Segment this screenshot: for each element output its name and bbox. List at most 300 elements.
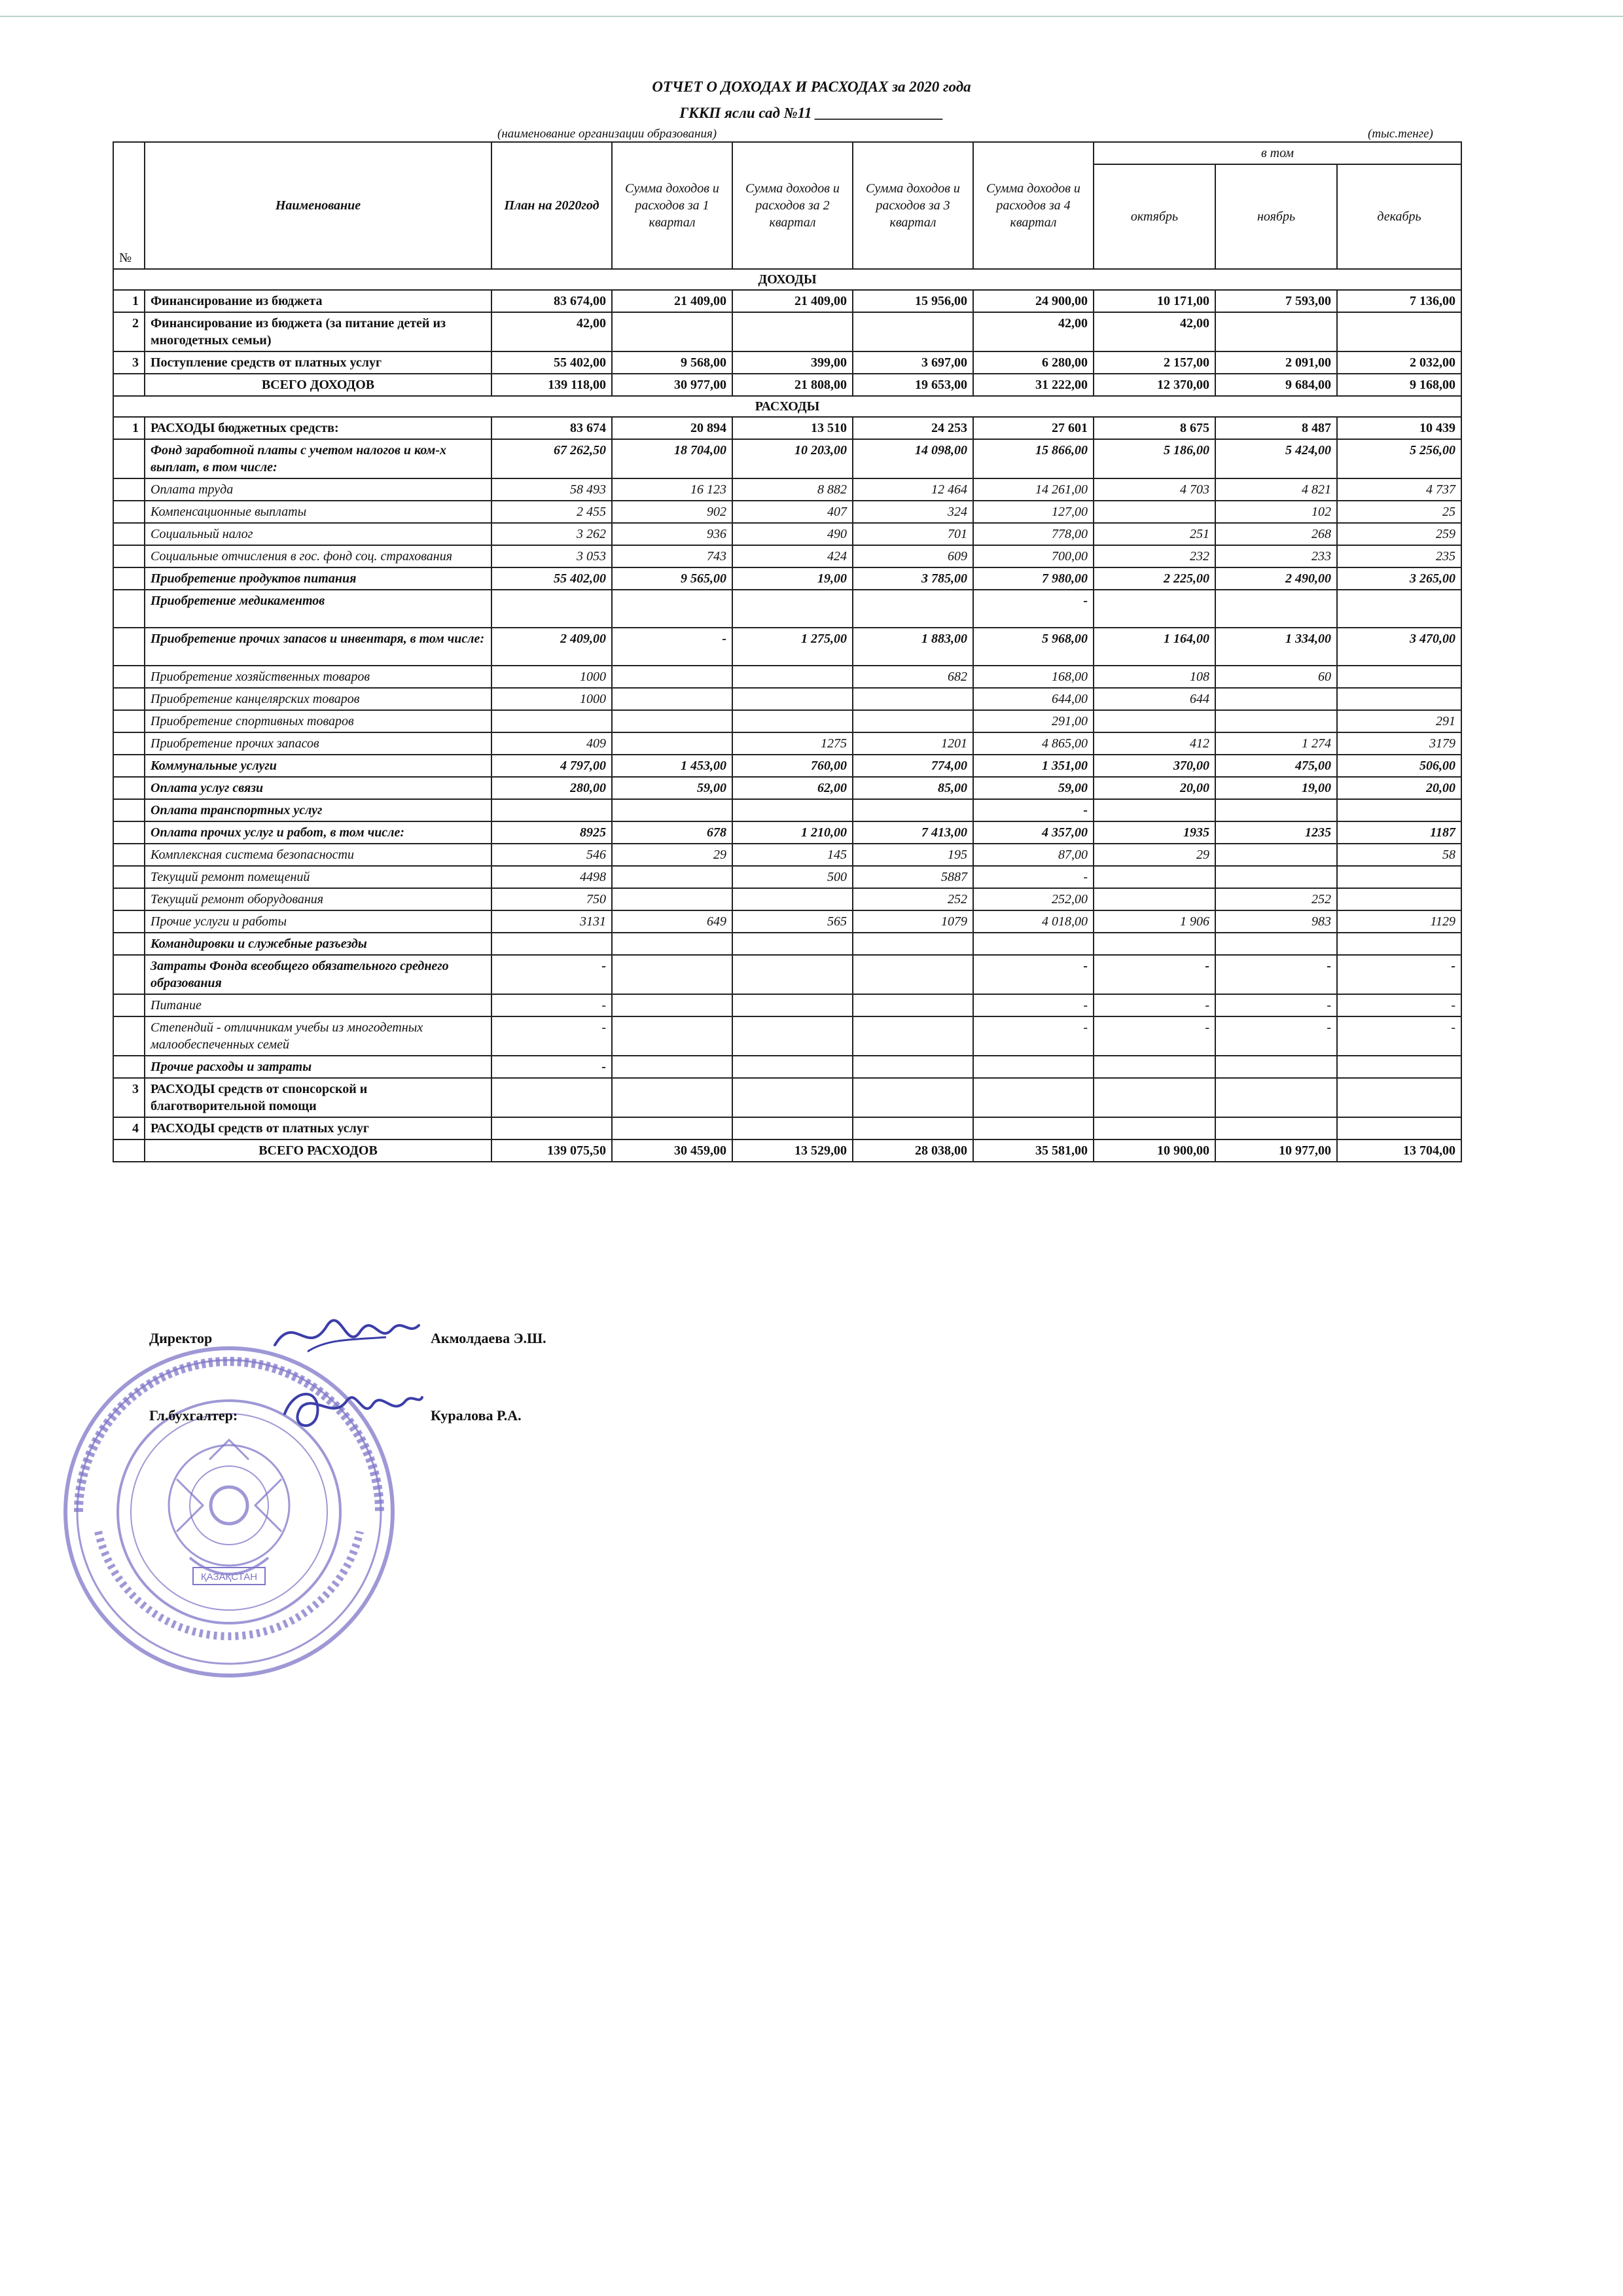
row-number	[113, 844, 145, 866]
col-dec-header: декабрь	[1337, 164, 1461, 269]
row-name: Коммунальные услуги	[145, 755, 491, 777]
income-row	[113, 312, 1461, 351]
cell-q2: 21 808,00	[732, 374, 853, 396]
cell-dec: 1187	[1337, 821, 1461, 844]
cell-q4: -	[973, 994, 1094, 1016]
cell-q4: -	[973, 799, 1094, 821]
row-number	[113, 523, 145, 545]
cell-dec: 506,00	[1337, 755, 1461, 777]
cell-q4: 4 018,00	[973, 910, 1094, 933]
cell-q1	[612, 994, 732, 1016]
expense-row	[113, 590, 1461, 628]
cell-dec: 3 470,00	[1337, 628, 1461, 666]
section-income	[113, 269, 1461, 290]
cell-q4: 127,00	[973, 501, 1094, 523]
row-number	[113, 1056, 145, 1078]
cell-plan: 3 053	[491, 545, 612, 567]
accountant-signature-icon	[275, 1374, 425, 1440]
cell-nov	[1215, 590, 1337, 628]
cell-nov: 5 424,00	[1215, 439, 1337, 478]
cell-q4: 59,00	[973, 777, 1094, 799]
cell-q4	[973, 1117, 1094, 1139]
cell-plan: 55 402,00	[491, 567, 612, 590]
cell-nov: -	[1215, 1016, 1337, 1056]
row-name: Социальные отчисления в гос. фонд соц. страхования	[145, 545, 491, 567]
cell-q2: 13 510	[732, 417, 853, 439]
cell-oct	[1094, 933, 1215, 955]
cell-dec: 3179	[1337, 732, 1461, 755]
cell-plan	[491, 590, 612, 628]
cell-q4: 644,00	[973, 688, 1094, 710]
cell-oct: 2 157,00	[1094, 351, 1215, 374]
col-q4-header: Сумма доходов и расходов за 4 квартал	[973, 142, 1094, 269]
section-expenses-label: РАСХОДЫ	[113, 396, 1461, 417]
cell-q3	[853, 710, 973, 732]
cell-q2: 21 409,00	[732, 290, 853, 312]
row-number: 1	[113, 290, 145, 312]
organization-note: (наименование организации образования)	[497, 127, 717, 141]
cell-q2: 500	[732, 866, 853, 888]
cell-q1: 649	[612, 910, 732, 933]
cell-q1	[612, 590, 732, 628]
expense-row	[113, 755, 1461, 777]
cell-plan: 58 493	[491, 478, 612, 501]
row-name: Приобретение прочих запасов	[145, 732, 491, 755]
cell-q2	[732, 666, 853, 688]
cell-q3: 14 098,00	[853, 439, 973, 478]
cell-q3	[853, 933, 973, 955]
cell-q1	[612, 888, 732, 910]
col-no-header: №	[113, 142, 145, 269]
cell-plan	[491, 1078, 612, 1117]
cell-q3: 682	[853, 666, 973, 688]
director-label: Директор	[149, 1330, 213, 1346]
cell-dec: 9 168,00	[1337, 374, 1461, 396]
expense-row	[113, 910, 1461, 933]
cell-nov: 1 274	[1215, 732, 1337, 755]
cell-dec	[1337, 799, 1461, 821]
cell-dec: 13 704,00	[1337, 1139, 1461, 1162]
row-number	[113, 755, 145, 777]
cell-q1: 18 704,00	[612, 439, 732, 478]
cell-dec	[1337, 866, 1461, 888]
cell-oct: 8 675	[1094, 417, 1215, 439]
cell-q2	[732, 1078, 853, 1117]
income-row	[113, 351, 1461, 374]
cell-oct: 42,00	[1094, 312, 1215, 351]
cell-q4: 14 261,00	[973, 478, 1094, 501]
cell-dec: 291	[1337, 710, 1461, 732]
row-name: Оплата услуг связи	[145, 777, 491, 799]
expense-row	[113, 417, 1461, 439]
expense-row	[113, 1016, 1461, 1056]
cell-plan: 1000	[491, 666, 612, 688]
row-name: Питание	[145, 994, 491, 1016]
expense-row	[113, 688, 1461, 710]
cell-dec: -	[1337, 1016, 1461, 1056]
cell-nov	[1215, 799, 1337, 821]
cell-q3: 7 413,00	[853, 821, 973, 844]
cell-nov	[1215, 312, 1337, 351]
cell-q1: 59,00	[612, 777, 732, 799]
cell-nov	[1215, 688, 1337, 710]
cell-dec	[1337, 933, 1461, 955]
row-number: 4	[113, 1117, 145, 1139]
col-q1-header: Сумма доходов и расходов за 1 квартал	[612, 142, 732, 269]
row-name: Приобретение хозяйственных товаров	[145, 666, 491, 688]
cell-dec: 20,00	[1337, 777, 1461, 799]
cell-q3: 24 253	[853, 417, 973, 439]
cell-dec	[1337, 1078, 1461, 1117]
cell-q1: 20 894	[612, 417, 732, 439]
cell-q1	[612, 1078, 732, 1117]
cell-nov	[1215, 1117, 1337, 1139]
cell-q1	[612, 799, 732, 821]
cell-nov	[1215, 844, 1337, 866]
cell-q4: 291,00	[973, 710, 1094, 732]
cell-q3: 5887	[853, 866, 973, 888]
cell-q2	[732, 1117, 853, 1139]
cell-plan: 139 118,00	[491, 374, 612, 396]
cell-q4: 778,00	[973, 523, 1094, 545]
row-name: Степендий - отличникам учебы из многодетных малообеспеченных семей	[145, 1016, 491, 1056]
cell-oct	[1094, 710, 1215, 732]
col-q3-header: Сумма доходов и расходов за 3 квартал	[853, 142, 973, 269]
cell-q4: 700,00	[973, 545, 1094, 567]
cell-oct	[1094, 1078, 1215, 1117]
cell-q1: 902	[612, 501, 732, 523]
cell-q4: -	[973, 1016, 1094, 1056]
row-name: Фонд заработной платы с учетом налогов и ком-х выплат, в том числе:	[145, 439, 491, 478]
cell-dec: 259	[1337, 523, 1461, 545]
row-name: Приобретение продуктов питания	[145, 567, 491, 590]
cell-q3: 85,00	[853, 777, 973, 799]
cell-nov	[1215, 866, 1337, 888]
cell-q2	[732, 799, 853, 821]
cell-dec: -	[1337, 994, 1461, 1016]
report-table	[113, 141, 1462, 1162]
cell-q4: 4 357,00	[973, 821, 1094, 844]
cell-q2	[732, 933, 853, 955]
cell-plan: 2 409,00	[491, 628, 612, 666]
cell-oct: 10 171,00	[1094, 290, 1215, 312]
row-number	[113, 501, 145, 523]
accountant-name: Куралова Р.А.	[431, 1407, 522, 1424]
cell-plan: 67 262,50	[491, 439, 612, 478]
cell-q3: 774,00	[853, 755, 973, 777]
cell-dec: 3 265,00	[1337, 567, 1461, 590]
cell-plan: 2 455	[491, 501, 612, 523]
cell-nov: 268	[1215, 523, 1337, 545]
expense-row	[113, 844, 1461, 866]
director-name: Акмолдаева Э.Ш.	[431, 1330, 546, 1346]
row-name: Прочие расходы и затраты	[145, 1056, 491, 1078]
cell-oct: -	[1094, 1016, 1215, 1056]
cell-nov	[1215, 933, 1337, 955]
cell-oct	[1094, 1117, 1215, 1139]
cell-q2: 13 529,00	[732, 1139, 853, 1162]
row-name: Компенсационные выплаты	[145, 501, 491, 523]
row-number: 1	[113, 417, 145, 439]
row-name: Финансирование из бюджета	[145, 290, 491, 312]
cell-plan	[491, 799, 612, 821]
row-number: 3	[113, 351, 145, 374]
row-number	[113, 799, 145, 821]
cell-q2: 10 203,00	[732, 439, 853, 478]
row-number	[113, 478, 145, 501]
cell-q4: 4 865,00	[973, 732, 1094, 755]
row-name: Приобретение прочих запасов и инвентаря, в том числе:	[145, 628, 491, 666]
cell-oct: 370,00	[1094, 755, 1215, 777]
stamp-text: ҚАЗАҚСТАН	[200, 1571, 258, 1583]
cell-q4: -	[973, 590, 1094, 628]
expense-row	[113, 732, 1461, 755]
cell-q2: 407	[732, 501, 853, 523]
cell-dec	[1337, 1056, 1461, 1078]
cell-q1: -	[612, 628, 732, 666]
cell-nov: 8 487	[1215, 417, 1337, 439]
expense-row	[113, 1117, 1461, 1139]
cell-q2: 62,00	[732, 777, 853, 799]
cell-oct: 412	[1094, 732, 1215, 755]
cell-oct: 4 703	[1094, 478, 1215, 501]
col-oct-header: октябрь	[1094, 164, 1215, 269]
cell-q1: 21 409,00	[612, 290, 732, 312]
row-number	[113, 994, 145, 1016]
cell-q2	[732, 710, 853, 732]
organization-line: ГККП ясли сад №11 _________________	[679, 105, 944, 121]
cell-oct	[1094, 799, 1215, 821]
income-total-row	[113, 374, 1461, 396]
cell-q1	[612, 866, 732, 888]
cell-q3: 195	[853, 844, 973, 866]
cell-q4: 24 900,00	[973, 290, 1094, 312]
cell-plan	[491, 933, 612, 955]
cell-nov: 1 334,00	[1215, 628, 1337, 666]
row-number	[113, 567, 145, 590]
cell-plan: 3 262	[491, 523, 612, 545]
cell-dec	[1337, 666, 1461, 688]
cell-oct	[1094, 590, 1215, 628]
cell-q4: 42,00	[973, 312, 1094, 351]
cell-oct: 251	[1094, 523, 1215, 545]
cell-q3: 701	[853, 523, 973, 545]
cell-q4: 15 866,00	[973, 439, 1094, 478]
cell-q4	[973, 933, 1094, 955]
cell-nov: -	[1215, 955, 1337, 994]
expense-row	[113, 478, 1461, 501]
cell-q4: 168,00	[973, 666, 1094, 688]
cell-plan	[491, 710, 612, 732]
cell-nov: 233	[1215, 545, 1337, 567]
cell-oct: 1935	[1094, 821, 1215, 844]
cell-q3: 12 464	[853, 478, 973, 501]
cell-plan: 4498	[491, 866, 612, 888]
row-number	[113, 590, 145, 628]
cell-q3	[853, 955, 973, 994]
cell-oct: 1 906	[1094, 910, 1215, 933]
row-number	[113, 439, 145, 478]
cell-q3: 609	[853, 545, 973, 567]
row-name: Социальный налог	[145, 523, 491, 545]
cell-dec: 1129	[1337, 910, 1461, 933]
cell-nov: 4 821	[1215, 478, 1337, 501]
cell-dec: 25	[1337, 501, 1461, 523]
cell-q3: 3 697,00	[853, 351, 973, 374]
cell-oct: 108	[1094, 666, 1215, 688]
cell-q4: -	[973, 866, 1094, 888]
cell-dec: 2 032,00	[1337, 351, 1461, 374]
cell-q4: 31 222,00	[973, 374, 1094, 396]
cell-q2: 19,00	[732, 567, 853, 590]
cell-oct: -	[1094, 955, 1215, 994]
row-name: Командировки и служебные разъезды	[145, 933, 491, 955]
cell-plan: 8925	[491, 821, 612, 844]
cell-q2: 1 210,00	[732, 821, 853, 844]
row-number	[113, 374, 145, 396]
expense-row	[113, 933, 1461, 955]
cell-q4: 5 968,00	[973, 628, 1094, 666]
cell-plan: 750	[491, 888, 612, 910]
expense-row	[113, 955, 1461, 994]
col-months-group-header: в том	[1094, 142, 1461, 164]
cell-dec: 5 256,00	[1337, 439, 1461, 478]
row-name: Финансирование из бюджета (за питание детей из многодетных семьи)	[145, 312, 491, 351]
cell-dec	[1337, 312, 1461, 351]
row-number: 3	[113, 1078, 145, 1117]
cell-q4: 6 280,00	[973, 351, 1094, 374]
expense-row	[113, 710, 1461, 732]
cell-q1: 30 459,00	[612, 1139, 732, 1162]
cell-dec	[1337, 590, 1461, 628]
cell-q4: 35 581,00	[973, 1139, 1094, 1162]
cell-q1	[612, 955, 732, 994]
row-name: Текущий ремонт помещений	[145, 866, 491, 888]
cell-q1: 743	[612, 545, 732, 567]
cell-q2	[732, 955, 853, 994]
expense-row	[113, 439, 1461, 478]
cell-q2: 490	[732, 523, 853, 545]
cell-plan: 83 674,00	[491, 290, 612, 312]
cell-q3	[853, 799, 973, 821]
cell-q2: 8 882	[732, 478, 853, 501]
cell-q2: 145	[732, 844, 853, 866]
expense-row	[113, 523, 1461, 545]
cell-plan	[491, 1117, 612, 1139]
cell-nov: 2 091,00	[1215, 351, 1337, 374]
cell-q1	[612, 666, 732, 688]
row-number	[113, 955, 145, 994]
cell-plan: 546	[491, 844, 612, 866]
cell-q2	[732, 590, 853, 628]
cell-q3	[853, 1016, 973, 1056]
cell-q2: 565	[732, 910, 853, 933]
cell-dec: 235	[1337, 545, 1461, 567]
expense-row	[113, 777, 1461, 799]
cell-q1: 936	[612, 523, 732, 545]
cell-q2: 424	[732, 545, 853, 567]
cell-nov: 19,00	[1215, 777, 1337, 799]
cell-q2	[732, 994, 853, 1016]
cell-dec: 58	[1337, 844, 1461, 866]
cell-q3	[853, 994, 973, 1016]
cell-q3: 3 785,00	[853, 567, 973, 590]
row-name: Приобретение канцелярских товаров	[145, 688, 491, 710]
row-number	[113, 821, 145, 844]
cell-plan: 42,00	[491, 312, 612, 351]
col-name-header: Наименование	[145, 142, 491, 269]
cell-plan: 83 674	[491, 417, 612, 439]
cell-dec: 10 439	[1337, 417, 1461, 439]
cell-oct: 644	[1094, 688, 1215, 710]
cell-nov	[1215, 1078, 1337, 1117]
cell-q2	[732, 1056, 853, 1078]
section-expenses	[113, 396, 1461, 417]
row-name: Оплата труда	[145, 478, 491, 501]
expense-row	[113, 1056, 1461, 1078]
cell-q3: 15 956,00	[853, 290, 973, 312]
expense-row	[113, 628, 1461, 666]
cell-plan: -	[491, 994, 612, 1016]
cell-q1	[612, 1117, 732, 1139]
row-name: РАСХОДЫ средств от платных услуг	[145, 1117, 491, 1139]
cell-plan: 4 797,00	[491, 755, 612, 777]
cell-nov: -	[1215, 994, 1337, 1016]
cell-nov: 102	[1215, 501, 1337, 523]
cell-q1: 1 453,00	[612, 755, 732, 777]
cell-oct	[1094, 501, 1215, 523]
row-name: Оплата прочих услуг и работ, в том числе:	[145, 821, 491, 844]
row-name: Приобретение медикаментов	[145, 590, 491, 628]
cell-q4: 1 351,00	[973, 755, 1094, 777]
expense-row	[113, 888, 1461, 910]
cell-q1	[612, 1016, 732, 1056]
col-q2-header: Сумма доходов и расходов за 2 квартал	[732, 142, 853, 269]
income-row	[113, 290, 1461, 312]
cell-plan: 139 075,50	[491, 1139, 612, 1162]
row-name: Текущий ремонт оборудования	[145, 888, 491, 910]
cell-q3: 252	[853, 888, 973, 910]
row-number	[113, 866, 145, 888]
header-row-top	[113, 142, 1461, 164]
cell-oct: 232	[1094, 545, 1215, 567]
report-title: ОТЧЕТ О ДОХОДАХ И РАСХОДАХ за 2020 года	[652, 79, 971, 95]
cell-q1	[612, 933, 732, 955]
cell-dec: 7 136,00	[1337, 290, 1461, 312]
cell-q3	[853, 688, 973, 710]
cell-q2	[732, 1016, 853, 1056]
cell-oct: 10 900,00	[1094, 1139, 1215, 1162]
cell-q1	[612, 1056, 732, 1078]
cell-q4: 27 601	[973, 417, 1094, 439]
cell-dec	[1337, 688, 1461, 710]
cell-q3: 28 038,00	[853, 1139, 973, 1162]
cell-q2: 760,00	[732, 755, 853, 777]
cell-plan: 280,00	[491, 777, 612, 799]
cell-q2: 1275	[732, 732, 853, 755]
col-nov-header: ноябрь	[1215, 164, 1337, 269]
row-number	[113, 688, 145, 710]
row-name: Оплата транспортных услуг	[145, 799, 491, 821]
cell-q3	[853, 590, 973, 628]
row-name: Прочие услуги и работы	[145, 910, 491, 933]
row-name: РАСХОДЫ средств от спонсорской и благотворительной помощи	[145, 1078, 491, 1117]
row-number	[113, 1016, 145, 1056]
row-number	[113, 628, 145, 666]
cell-q3	[853, 1078, 973, 1117]
cell-q4: 7 980,00	[973, 567, 1094, 590]
accountant-label: Гл.бухгалтер:	[149, 1407, 238, 1424]
